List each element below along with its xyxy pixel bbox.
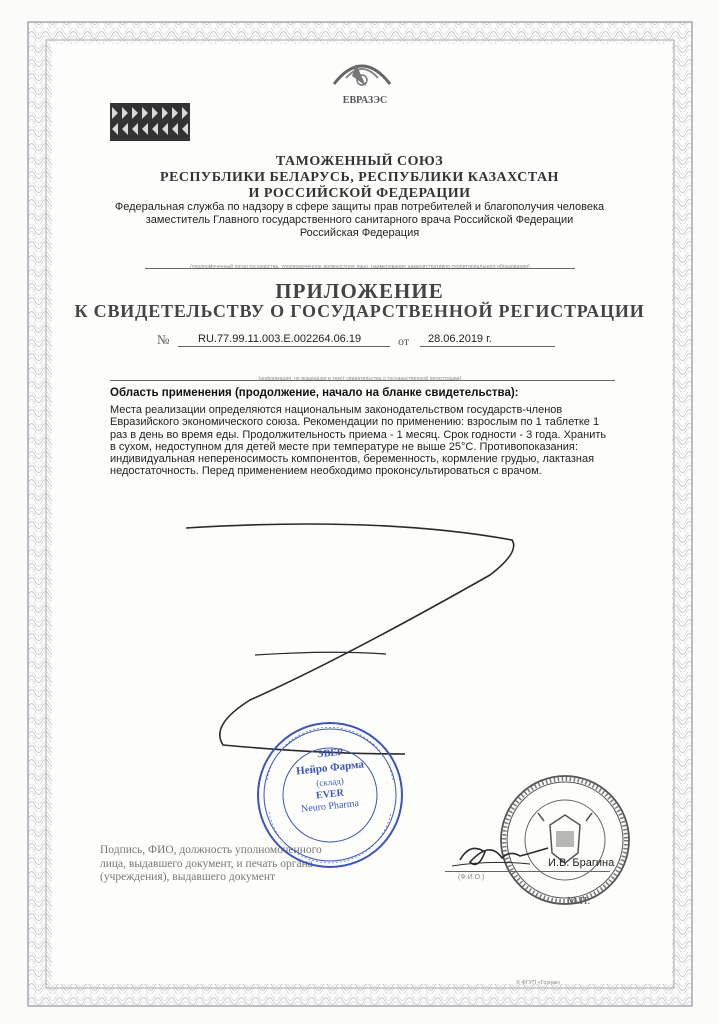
stamp-text-4: EVER [315, 787, 345, 802]
stamp-text-1: ЭВЕР [316, 746, 344, 761]
section-line: Места реализации определяются национальным законодательством государств-членов [110, 404, 563, 416]
stamp-text-2: Нейро Фарма [295, 758, 365, 778]
fio-hint: (Ф.И.О.) [458, 874, 485, 881]
service-line-3: Российская Федерация [299, 227, 420, 239]
stamp-text-3: (склад) [315, 775, 345, 789]
number-prefix: № [157, 332, 170, 347]
stamp-text-5: Neuro Pharma [300, 797, 360, 816]
mp-label: М.П. [567, 895, 591, 907]
registration-number: RU.77.99.11.003.E.002264.06.19 [198, 333, 362, 345]
printer-footer: © ФГУП «Гознак» [516, 980, 561, 986]
caption-line: лица, выдавшего документ, и печать органа [100, 857, 313, 870]
service-line-2: заместитель Главного государственного санитарного врача Российской Федерации [145, 214, 574, 226]
republics-title: РЕСПУБЛИКИ БЕЛАРУСЬ, РЕСПУБЛИКИ КАЗАХСТАН [160, 170, 559, 185]
authority-hint: (уполномоченный орган государства, уполномоченное должностное лицо, наименование административно-территориального образования) [190, 264, 530, 270]
annex-subtitle: К СВИДЕТЕЛЬСТВУ О ГОСУДАРСТВЕННОЙ РЕГИСТРАЦИИ [74, 301, 645, 321]
section-line: раз в день во время еды. Продолжительность приема - 1 месяц. Срок годности - 3 года. Хранить [110, 428, 607, 441]
info-hint: (информация, не вошедшая в текст свидетельства о государственной регистрации) [258, 376, 462, 382]
section-line: недостаточность. Перед применением необходимо проконсультироваться с врачом. [110, 465, 542, 478]
caption-line: (учреждения), выдавшего документ [100, 871, 276, 883]
date-prefix: от [398, 334, 410, 348]
section-line: Евразийского экономического союза. Рекомендации по применению: взрослым по 1 таблетке 1 [110, 416, 600, 429]
caption-line: Подпись, ФИО, должность уполномоченного [100, 844, 322, 856]
handwritten-signature [440, 830, 560, 890]
section-line: индивидуальная непереносимость компонентов, беременность, кормление грудью, лактазная [110, 453, 595, 466]
union-title: ТАМОЖЕННЫЙ СОЮЗ [275, 154, 444, 169]
emblem-label: ЕВРАЗЭС [342, 95, 388, 106]
signer-name: И.В. Брагина [548, 857, 615, 869]
annex-title: ПРИЛОЖЕНИЕ [275, 279, 444, 303]
section-line: в сухом, недоступном для детей месте при температуре не выше 25°С. Противопоказания: [110, 440, 578, 453]
signature-underline [445, 871, 610, 872]
section-heading: Область применения (продолжение, начало на бланке свидетельства): [110, 387, 519, 399]
registration-date: 28.06.2019 г. [428, 333, 492, 345]
federation-title: И РОССИЙСКОЙ ФЕДЕРАЦИИ [248, 186, 471, 201]
service-line-1: Федеральная служба по надзору в сфере защиты прав потребителей и благополучия человека [114, 201, 605, 213]
